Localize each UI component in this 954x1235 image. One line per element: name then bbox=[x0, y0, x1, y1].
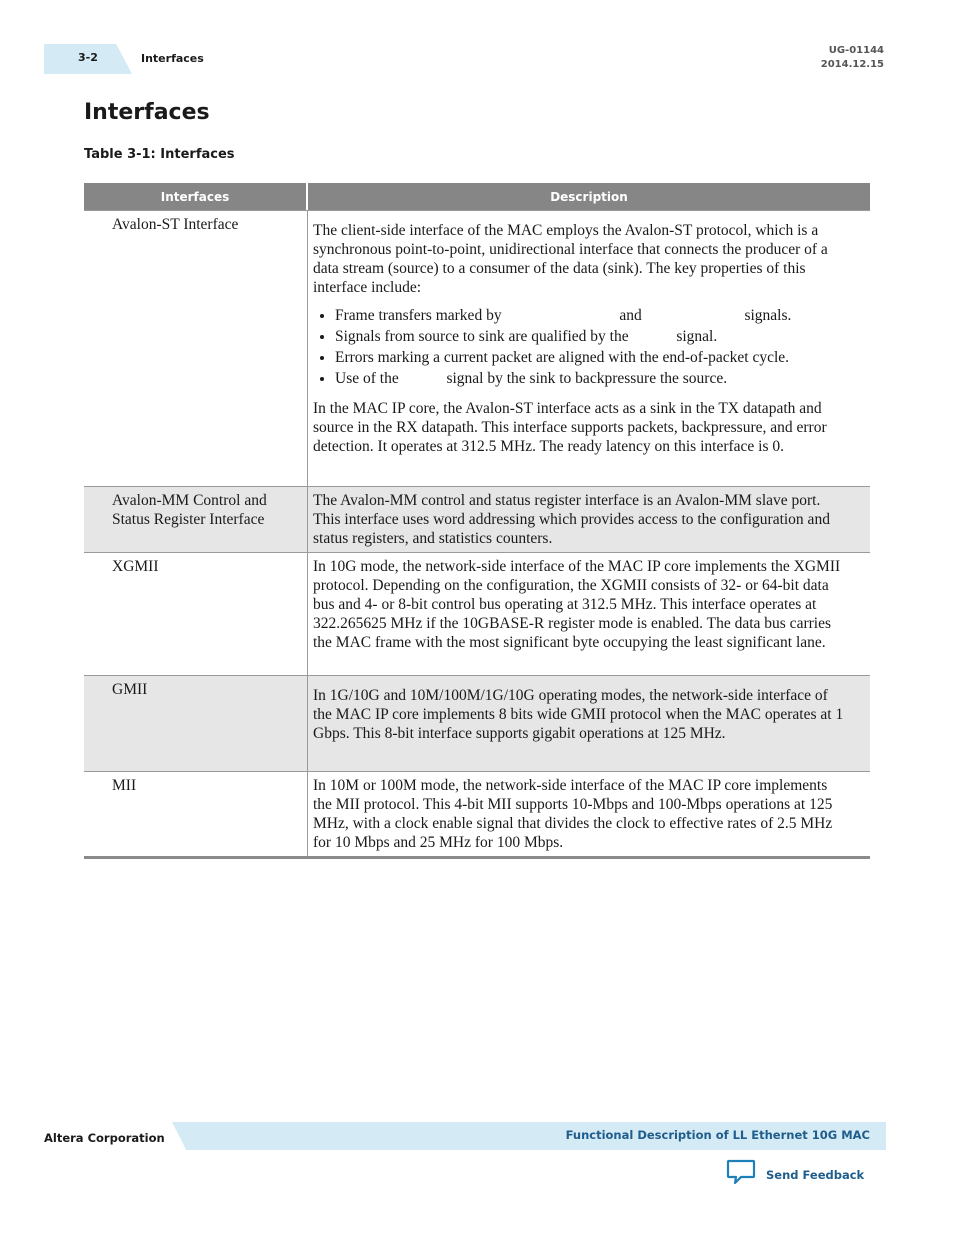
bullet-text: signals. bbox=[744, 307, 792, 324]
send-feedback-label: Send Feedback bbox=[766, 1167, 865, 1182]
interface-name: XGMII bbox=[84, 553, 308, 675]
table-bottom-rule bbox=[84, 856, 870, 859]
doc-info bbox=[821, 44, 884, 72]
description-paragraph: In the MAC IP core, the Avalon-ST interface acts as a sink in the TX datapath and source in the RX datapath. This interface supports packets, backpressure, and error detection. It operates at 312.5 MHz. The ready latency on this interface is 0. bbox=[313, 400, 827, 455]
column-header-interfaces: Interfaces bbox=[84, 183, 306, 210]
company-name: Altera Corporation bbox=[44, 1131, 165, 1145]
chapter-title-link[interactable]: Functional Description of LL Ethernet 10G MAC bbox=[565, 1128, 870, 1142]
header-section: Interfaces bbox=[141, 52, 204, 65]
bullet-text: Signals from source to sink are qualified by the bbox=[335, 328, 629, 345]
table-row bbox=[84, 675, 870, 771]
interface-description: In 1G/10G and 10M/100M/1G/10G operating modes, the network-side interface of the MAC IP core implements 8 bits wide GMII protocol when the MAC operates at 1 Gbps. This 8-bit interface supports gigabit operations at 125 MHz. bbox=[313, 687, 844, 742]
column-header-description: Description bbox=[308, 183, 870, 210]
bullet-text: signal. bbox=[676, 328, 718, 345]
page-number: 3-2 bbox=[78, 51, 98, 64]
bullet-text: Frame transfers marked by bbox=[335, 307, 502, 324]
send-feedback-button[interactable] bbox=[726, 1158, 864, 1191]
list-item bbox=[335, 347, 850, 368]
interface-name: Avalon-MM Control and Status Register Interface bbox=[84, 487, 308, 552]
list-item bbox=[335, 368, 850, 389]
interface-description bbox=[308, 211, 870, 486]
table-row bbox=[84, 210, 870, 486]
bullet-text: signal by the sink to backpressure the source. bbox=[446, 370, 728, 387]
interface-name: Avalon-ST Interface bbox=[84, 211, 308, 486]
table-row bbox=[84, 552, 870, 675]
doc-date: 2014.12.15 bbox=[820, 59, 884, 70]
bullet-text: and bbox=[619, 307, 642, 324]
bullet-text: Errors marking a current packet are aligned with the end-of-packet cycle. bbox=[335, 349, 790, 366]
interface-description: In 10M or 100M mode, the network-side interface of the MAC IP core implements the MII protocol. This 4-bit MII supports 10-Mbps and 100-Mbps operations at 125 MHz, with a clock enable signal that divides the clock to effective rates of 2.5 MHz for 10 Mbps and 25 MHz for 100 Mbps. bbox=[313, 777, 833, 851]
interfaces-table bbox=[84, 183, 870, 859]
bullet-text: Use of the bbox=[335, 370, 399, 387]
table-row bbox=[84, 771, 870, 856]
page-title: Interfaces bbox=[84, 100, 210, 125]
bullet-list bbox=[313, 305, 850, 389]
interface-name: MII bbox=[84, 772, 308, 856]
speech-bubble-icon bbox=[726, 1158, 756, 1191]
table-row bbox=[84, 486, 870, 552]
list-item bbox=[335, 305, 850, 326]
description-paragraph: The client-side interface of the MAC employs the Avalon-ST protocol, which is a synchronous point-to-point, unidirectional interface that connects the producer of a data stream (source) to a consumer of the data (sink). The key properties of this interface include: bbox=[313, 222, 828, 296]
doc-id: UG-01144 bbox=[828, 45, 884, 56]
list-item bbox=[335, 326, 850, 347]
interface-description: The Avalon-MM control and status register interface is an Avalon-MM slave port. This interface uses word addressing which provides access to the configuration and status registers, and statistics counters. bbox=[313, 492, 830, 547]
table-caption: Table 3-1: Interfaces bbox=[84, 147, 235, 162]
interface-description: In 10G mode, the network-side interface of the MAC IP core implements the XGMII protocol. Depending on the configuration, the XGMII consists of 32- or 64-bit data bus and 4- or 8-bit control bus operating at 312.5 MHz. This interface operates at 322.265625 MHz if the 10GBASE-R register mode is enabled. The data bus carries the MAC frame with the most significant byte occupying the least significant lane. bbox=[313, 558, 841, 651]
table-header bbox=[84, 183, 870, 210]
interface-name: GMII bbox=[84, 676, 308, 771]
